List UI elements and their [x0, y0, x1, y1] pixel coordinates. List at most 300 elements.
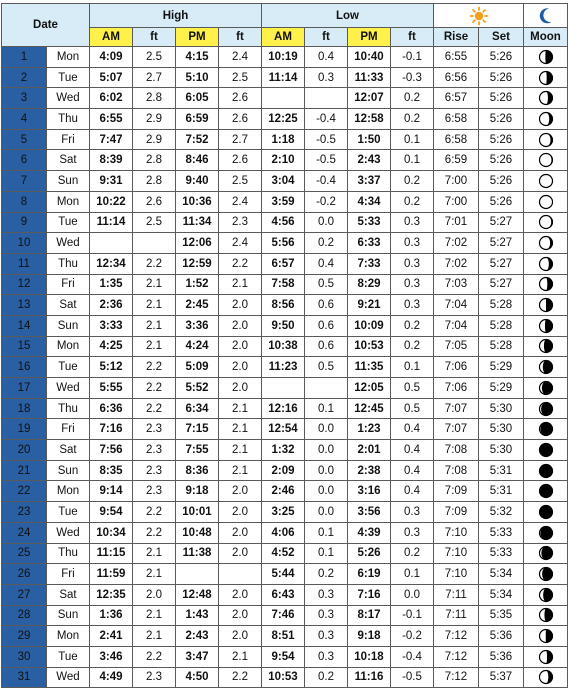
table-row [2, 543, 568, 564]
moon-phase-cell [524, 481, 568, 502]
high-pm-height: 2.6 [219, 88, 262, 109]
sunset-time: 5:27 [479, 212, 524, 233]
low-am-time: 9:50 [262, 315, 305, 336]
day-number: 25 [2, 543, 47, 564]
sunrise-time: 7:06 [434, 378, 479, 399]
day-of-week: Fri [47, 419, 90, 440]
sunset-time: 5:26 [479, 67, 524, 88]
low-am-time: 4:56 [262, 212, 305, 233]
low-pm-height: 0.2 [391, 88, 434, 109]
high-am-time: 2:41 [90, 626, 133, 647]
high-pm-height: 2.0 [219, 522, 262, 543]
low-pm-height: 0.3 [391, 522, 434, 543]
moon-phase-cell [524, 378, 568, 399]
sunset-time: 5:33 [479, 522, 524, 543]
sunset-time: 5:26 [479, 129, 524, 150]
sunset-time: 5:27 [479, 274, 524, 295]
high-pm-height: 2.1 [219, 274, 262, 295]
low-pm-height: -0.5 [391, 667, 434, 688]
high-am-time: 11:59 [90, 564, 133, 585]
sunset-time: 5:26 [479, 171, 524, 192]
high-am-time: 11:15 [90, 543, 133, 564]
day-of-week: Tue [47, 67, 90, 88]
high-am-height: 2.3 [133, 481, 176, 502]
high-pm-height: 2.4 [219, 191, 262, 212]
high-am-time: 7:47 [90, 129, 133, 150]
sunrise-time: 7:00 [434, 191, 479, 212]
high-am-time: 7:16 [90, 419, 133, 440]
day-number: 24 [2, 522, 47, 543]
low-pm-height: 0.3 [391, 212, 434, 233]
high-am-height: 2.2 [133, 646, 176, 667]
high-pm-time [176, 564, 219, 585]
sunrise-time: 7:04 [434, 315, 479, 336]
moon-phase-cell [524, 295, 568, 316]
low-pm-time: 10:53 [348, 336, 391, 357]
high-am-time: 4:25 [90, 336, 133, 357]
moon-phase-cell [524, 564, 568, 585]
low-am-height: 0.5 [305, 357, 348, 378]
low-am-height: 0.1 [305, 522, 348, 543]
sunset-time: 5:27 [479, 233, 524, 254]
high-pm-height: 2.6 [219, 150, 262, 171]
moon-phase-icon [538, 338, 554, 354]
high-pm-height: 2.1 [219, 440, 262, 461]
moon-phase-icon [538, 607, 554, 623]
moon-phase-icon [538, 649, 554, 665]
sunrise-time: 7:11 [434, 584, 479, 605]
high-pm-time: 7:52 [176, 129, 219, 150]
low-pm-time: 3:16 [348, 481, 391, 502]
sunrise-time: 6:55 [434, 47, 479, 68]
sunset-time: 5:37 [479, 667, 524, 688]
day-number: 5 [2, 129, 47, 150]
low-am-height: 0.3 [305, 67, 348, 88]
table-row [2, 67, 568, 88]
moon-phase-cell [524, 129, 568, 150]
table-row [2, 398, 568, 419]
moon-header [524, 4, 568, 28]
moon-phase-cell [524, 233, 568, 254]
high-pm-time: 5:10 [176, 67, 219, 88]
high-am-time: 8:39 [90, 150, 133, 171]
low-pm-height: 0.1 [391, 357, 434, 378]
table-row [2, 440, 568, 461]
sunset-time: 5:28 [479, 336, 524, 357]
day-of-week: Sun [47, 460, 90, 481]
high-pm-height: 2.4 [219, 233, 262, 254]
table-row [2, 419, 568, 440]
low-am-time: 9:54 [262, 646, 305, 667]
low-pm-time: 10:40 [348, 47, 391, 68]
high-am-height: 2.5 [133, 47, 176, 68]
moon-phase-icon [538, 132, 554, 148]
day-number: 27 [2, 584, 47, 605]
moon-phase-cell [524, 460, 568, 481]
sunset-time: 5:28 [479, 295, 524, 316]
low-pm-height: 0.4 [391, 419, 434, 440]
day-of-week: Wed [47, 88, 90, 109]
high-am-time: 6:02 [90, 88, 133, 109]
high-pm-ft-header: ft [219, 28, 262, 47]
low-am-time: 7:46 [262, 605, 305, 626]
moon-phase-icon [538, 463, 554, 479]
high-am-time: 1:36 [90, 605, 133, 626]
sunrise-time: 6:58 [434, 109, 479, 130]
low-pm-height: 0.2 [391, 336, 434, 357]
sunset-time: 5:26 [479, 47, 524, 68]
sunrise-time: 7:00 [434, 171, 479, 192]
high-am-height: 2.3 [133, 419, 176, 440]
high-am-time: 4:09 [90, 47, 133, 68]
table-row [2, 336, 568, 357]
high-am-time: 9:14 [90, 481, 133, 502]
moon-phase-cell [524, 212, 568, 233]
low-pm-ft-header: ft [391, 28, 434, 47]
day-of-week: Tue [47, 357, 90, 378]
high-pm-height: 2.0 [219, 605, 262, 626]
sunrise-time: 6:59 [434, 150, 479, 171]
high-am-time: 5:07 [90, 67, 133, 88]
low-pm-height: 0.3 [391, 253, 434, 274]
low-pm-time: 9:18 [348, 626, 391, 647]
low-am-height: -0.4 [305, 109, 348, 130]
low-pm-height: 0.4 [391, 460, 434, 481]
low-header: Low [262, 4, 434, 28]
moon-phase-icon [538, 566, 554, 582]
day-number: 21 [2, 460, 47, 481]
moon-phase-cell [524, 357, 568, 378]
low-pm-height: 0.1 [391, 150, 434, 171]
table-row [2, 171, 568, 192]
low-am-time: 1:18 [262, 129, 305, 150]
high-pm-height: 2.0 [219, 481, 262, 502]
low-am-height: 0.6 [305, 315, 348, 336]
low-pm-time: 11:35 [348, 357, 391, 378]
high-am-height: 2.7 [133, 67, 176, 88]
moon-phase-cell [524, 667, 568, 688]
day-number: 3 [2, 88, 47, 109]
moon-phase-cell [524, 171, 568, 192]
sun-header [434, 4, 524, 28]
high-pm-time: 8:46 [176, 150, 219, 171]
high-am-height: 2.2 [133, 522, 176, 543]
low-pm-time: 9:21 [348, 295, 391, 316]
high-pm-height: 2.3 [219, 212, 262, 233]
high-am-height: 2.5 [133, 212, 176, 233]
high-pm-height: 2.0 [219, 502, 262, 523]
table-row [2, 357, 568, 378]
day-of-week: Sat [47, 150, 90, 171]
high-pm-height [219, 564, 262, 585]
sunrise-time: 7:02 [434, 233, 479, 254]
sunset-time: 5:28 [479, 315, 524, 336]
high-pm-time: 11:34 [176, 212, 219, 233]
day-of-week: Mon [47, 336, 90, 357]
high-pm-time: 8:36 [176, 460, 219, 481]
day-number: 10 [2, 233, 47, 254]
low-ft-header: ft [305, 28, 348, 47]
high-pm-height: 2.0 [219, 378, 262, 399]
low-am-height: 0.6 [305, 336, 348, 357]
high-am-height: 2.1 [133, 336, 176, 357]
low-pm-time: 4:39 [348, 522, 391, 543]
tide-table [1, 3, 568, 688]
high-am-height: 2.1 [133, 295, 176, 316]
moon-phase-cell [524, 253, 568, 274]
high-am-height: 2.1 [133, 274, 176, 295]
sunset-time: 5:34 [479, 584, 524, 605]
high-pm-height: 2.1 [219, 419, 262, 440]
sunset-time: 5:31 [479, 481, 524, 502]
low-am-height: -0.2 [305, 191, 348, 212]
low-pm-time: 8:29 [348, 274, 391, 295]
day-number: 31 [2, 667, 47, 688]
sunrise-time: 7:08 [434, 460, 479, 481]
moon-phase-cell [524, 646, 568, 667]
sunset-time: 5:30 [479, 419, 524, 440]
day-number: 12 [2, 274, 47, 295]
low-pm-height: 0.4 [391, 481, 434, 502]
sunset-time: 5:30 [479, 398, 524, 419]
low-am-time: 1:32 [262, 440, 305, 461]
high-pm-time: 6:59 [176, 109, 219, 130]
low-pm-height: 0.2 [391, 171, 434, 192]
tide-rows [2, 47, 568, 688]
low-pm-time: 1:50 [348, 129, 391, 150]
low-pm-height: 0.4 [391, 440, 434, 461]
low-pm-time: 4:34 [348, 191, 391, 212]
moon-phase-icon [538, 442, 554, 458]
high-am-height: 2.2 [133, 502, 176, 523]
moon-phase-icon [538, 359, 554, 375]
moon-phase-icon [538, 194, 554, 210]
low-pm-height: 0.3 [391, 295, 434, 316]
high-pm-time: 10:01 [176, 502, 219, 523]
moon-phase-icon [538, 49, 554, 65]
high-pm-time: 12:59 [176, 253, 219, 274]
day-number: 18 [2, 398, 47, 419]
day-number: 16 [2, 357, 47, 378]
low-pm-time: 2:01 [348, 440, 391, 461]
day-of-week: Tue [47, 212, 90, 233]
low-am-time: 11:23 [262, 357, 305, 378]
low-am-time: 6:57 [262, 253, 305, 274]
high-pm-time: 4:24 [176, 336, 219, 357]
table-row [2, 233, 568, 254]
low-pm-height: 0.2 [391, 191, 434, 212]
day-of-week: Sat [47, 440, 90, 461]
moon-phase-icon [538, 152, 554, 168]
low-pm-time: 6:19 [348, 564, 391, 585]
moon-phase-cell [524, 109, 568, 130]
sunset-time: 5:30 [479, 440, 524, 461]
high-pm-height: 2.0 [219, 357, 262, 378]
low-am-height [305, 88, 348, 109]
low-pm-time: 10:09 [348, 315, 391, 336]
moon-phase-icon [538, 483, 554, 499]
sunrise-time: 7:11 [434, 605, 479, 626]
low-am-height: 0.4 [305, 253, 348, 274]
high-pm-time: 4:50 [176, 667, 219, 688]
table-row [2, 646, 568, 667]
low-am-time: 4:52 [262, 543, 305, 564]
low-am-time: 5:56 [262, 233, 305, 254]
day-number: 22 [2, 481, 47, 502]
moon-phase-cell [524, 626, 568, 647]
sunrise-time: 7:09 [434, 502, 479, 523]
high-am-height: 2.8 [133, 88, 176, 109]
high-pm-time: 11:38 [176, 543, 219, 564]
low-pm-time: 2:38 [348, 460, 391, 481]
crescent-moon-icon [538, 7, 554, 25]
sunrise-time: 7:03 [434, 274, 479, 295]
high-am-time: 7:56 [90, 440, 133, 461]
high-pm-time: 6:05 [176, 88, 219, 109]
day-of-week: Sun [47, 315, 90, 336]
table-row [2, 522, 568, 543]
sunrise-time: 7:05 [434, 336, 479, 357]
moon-phase-icon [538, 90, 554, 106]
day-number: 28 [2, 605, 47, 626]
low-am-height: 0.4 [305, 47, 348, 68]
day-of-week: Thu [47, 109, 90, 130]
high-pm-height: 2.0 [219, 336, 262, 357]
low-am-height: 0.3 [305, 605, 348, 626]
table-row [2, 295, 568, 316]
low-pm-time: 3:37 [348, 171, 391, 192]
high-am-time: 8:35 [90, 460, 133, 481]
low-pm-height: 0.1 [391, 129, 434, 150]
high-am-height: 2.2 [133, 398, 176, 419]
day-number: 1 [2, 47, 47, 68]
high-am-height: 2.2 [133, 378, 176, 399]
moon-phase-cell [524, 191, 568, 212]
low-am-time: 10:53 [262, 667, 305, 688]
low-am-time: 2:46 [262, 481, 305, 502]
high-am-time: 5:55 [90, 378, 133, 399]
low-pm-time: 12:58 [348, 109, 391, 130]
table-row [2, 274, 568, 295]
high-pm-height: 2.1 [219, 460, 262, 481]
low-pm-height: 0.5 [391, 398, 434, 419]
low-am-height: 0.6 [305, 295, 348, 316]
day-of-week: Wed [47, 667, 90, 688]
high-pm-height: 2.4 [219, 47, 262, 68]
day-number: 14 [2, 315, 47, 336]
low-am-height: -0.4 [305, 171, 348, 192]
low-pm-time: 2:43 [348, 150, 391, 171]
moon-phase-icon [538, 297, 554, 313]
sunset-time: 5:35 [479, 605, 524, 626]
high-am-height: 2.3 [133, 460, 176, 481]
day-of-week: Thu [47, 398, 90, 419]
low-pm-time: 7:33 [348, 253, 391, 274]
day-of-week: Sun [47, 605, 90, 626]
high-pm-time: 1:52 [176, 274, 219, 295]
high-pm-time: 10:36 [176, 191, 219, 212]
high-am-header: AM [90, 28, 133, 47]
low-am-time: 10:38 [262, 336, 305, 357]
date-header: Date [2, 4, 90, 47]
low-pm-height: -0.2 [391, 626, 434, 647]
sunrise-time: 7:10 [434, 543, 479, 564]
high-pm-height: 2.0 [219, 626, 262, 647]
table-row [2, 378, 568, 399]
day-of-week: Fri [47, 129, 90, 150]
low-pm-height: 0.3 [391, 274, 434, 295]
high-pm-time: 9:18 [176, 481, 219, 502]
high-pm-height: 2.1 [219, 646, 262, 667]
sunset-header: Set [479, 28, 524, 47]
sunset-time: 5:26 [479, 88, 524, 109]
low-am-time [262, 88, 305, 109]
low-am-time: 3:25 [262, 502, 305, 523]
low-pm-time: 6:33 [348, 233, 391, 254]
low-am-time: 12:54 [262, 419, 305, 440]
high-am-height: 2.8 [133, 171, 176, 192]
sunset-time: 5:36 [479, 626, 524, 647]
day-number: 17 [2, 378, 47, 399]
sunrise-time: 7:01 [434, 212, 479, 233]
low-pm-time: 12:45 [348, 398, 391, 419]
sunrise-header: Rise [434, 28, 479, 47]
day-of-week: Sat [47, 295, 90, 316]
moon-phase-icon [538, 380, 554, 396]
day-of-week: Wed [47, 522, 90, 543]
table-row [2, 667, 568, 688]
moon-phase-icon [538, 235, 554, 251]
low-pm-time: 10:18 [348, 646, 391, 667]
high-am-height: 2.1 [133, 626, 176, 647]
high-am-time: 6:36 [90, 398, 133, 419]
moon-phase-cell [524, 419, 568, 440]
high-am-time: 4:49 [90, 667, 133, 688]
low-pm-time: 1:23 [348, 419, 391, 440]
high-pm-height: 2.0 [219, 584, 262, 605]
moon-phase-cell [524, 584, 568, 605]
table-row [2, 88, 568, 109]
high-pm-time: 4:15 [176, 47, 219, 68]
day-number: 13 [2, 295, 47, 316]
moon-phase-icon [538, 628, 554, 644]
day-of-week: Tue [47, 502, 90, 523]
high-pm-time: 3:36 [176, 315, 219, 336]
moon-phase-cell [524, 522, 568, 543]
high-pm-height: 2.7 [219, 129, 262, 150]
moon-phase-icon [538, 214, 554, 230]
high-pm-height: 2.2 [219, 253, 262, 274]
high-pm-time: 1:43 [176, 605, 219, 626]
moon-phase-cell [524, 605, 568, 626]
day-of-week: Mon [47, 481, 90, 502]
high-am-height: 2.2 [133, 253, 176, 274]
table-row [2, 212, 568, 233]
low-am-height: 0.0 [305, 419, 348, 440]
moon-phase-cell [524, 67, 568, 88]
high-pm-time: 5:52 [176, 378, 219, 399]
low-am-height: 0.3 [305, 646, 348, 667]
high-am-time [90, 233, 133, 254]
low-pm-time: 12:07 [348, 88, 391, 109]
day-number: 26 [2, 564, 47, 585]
moon-phase-icon [538, 276, 554, 292]
moon-phase-icon [538, 318, 554, 334]
high-pm-height: 2.0 [219, 315, 262, 336]
table-row [2, 564, 568, 585]
low-am-time: 8:56 [262, 295, 305, 316]
high-pm-time: 2:45 [176, 295, 219, 316]
